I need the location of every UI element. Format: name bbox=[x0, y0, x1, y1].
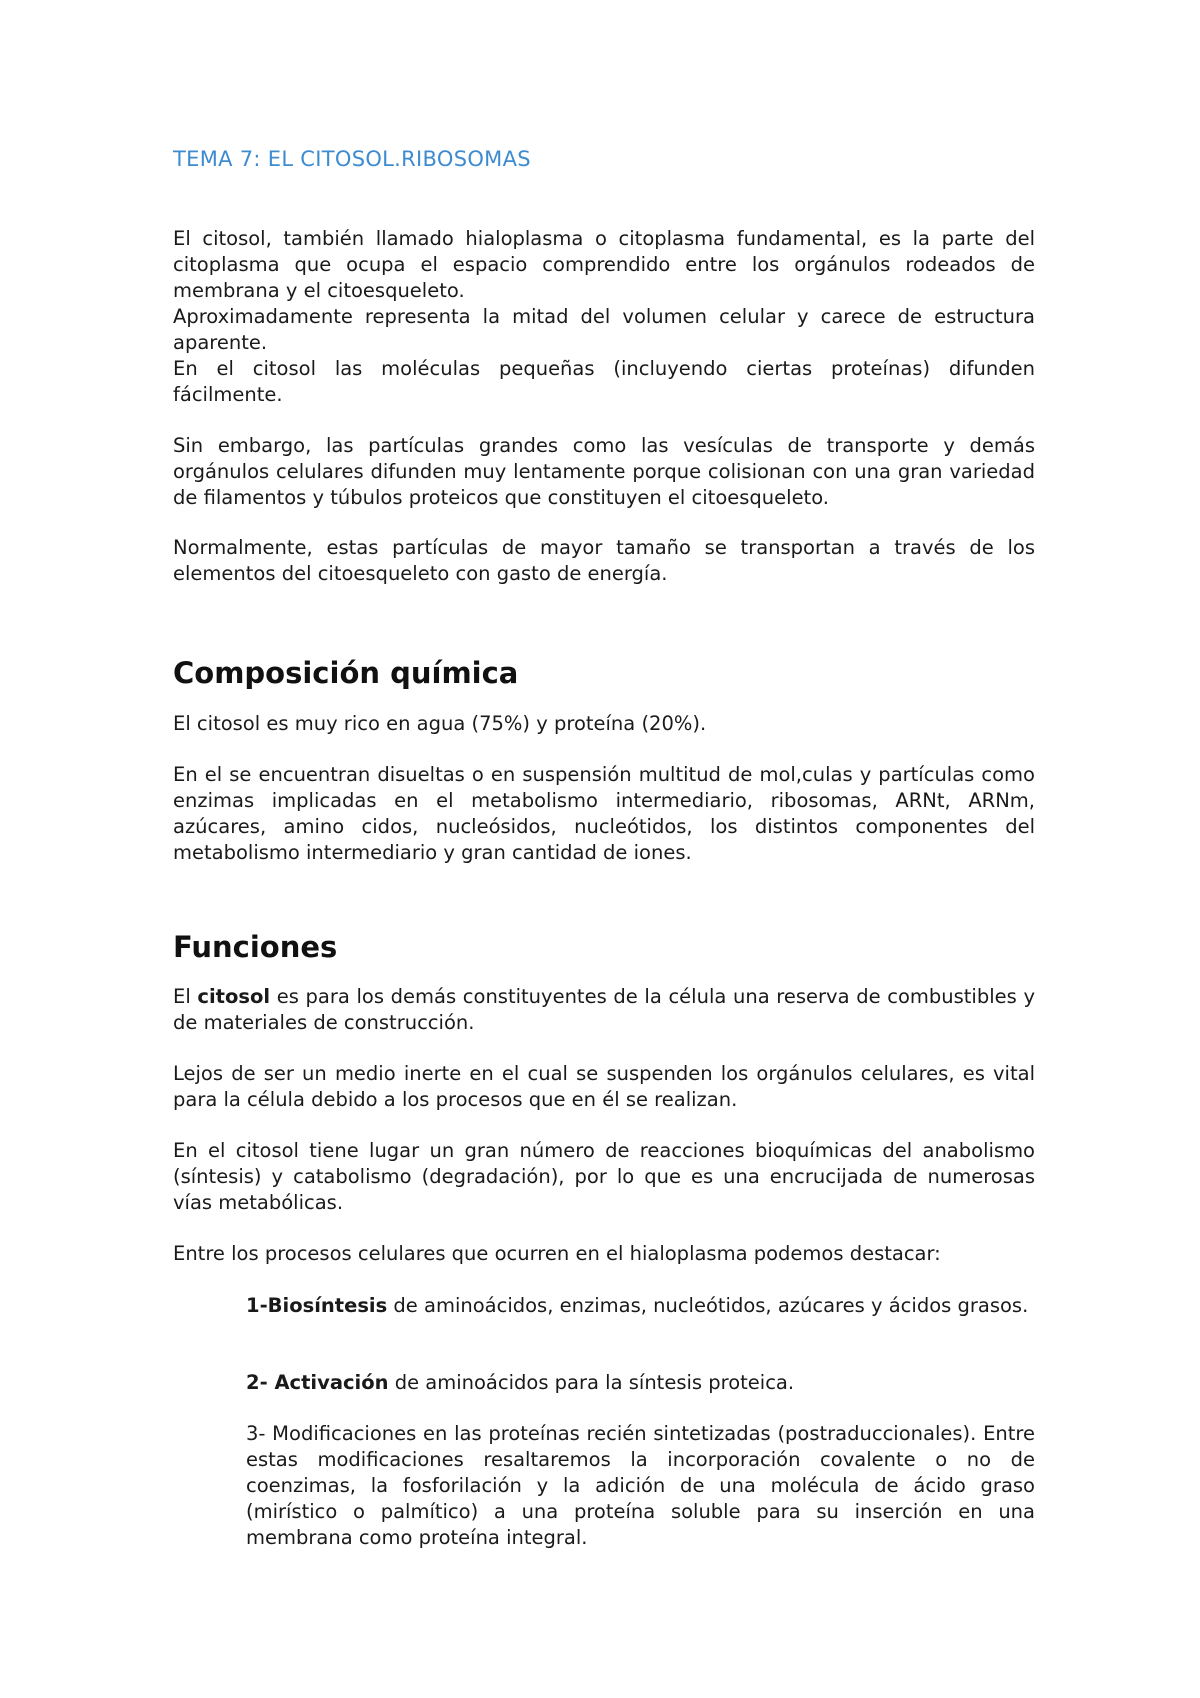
intro-paragraph-2 bbox=[173, 433, 1035, 511]
citosol-emphasis: citosol bbox=[197, 985, 271, 1008]
document-title: TEMA 7: EL CITOSOL.RIBOSOMAS bbox=[173, 147, 531, 171]
funciones-text-2: Lejos de ser un medio inerte en el cual se suspenden los orgánulos celulares, es vital para la célula debido a los procesos que en él se realizan. bbox=[173, 1062, 1035, 1111]
intro-text-1a: El citosol, también llamado hialoplasma o citoplasma fundamental, es la parte del citoplasma que ocupa el espacio comprendido entre los orgánulos rodeados de membrana y el citoesqueleto. bbox=[173, 227, 1035, 302]
list-item-biosintesis: 1-Biosíntesis de aminoácidos, enzimas, nucleótidos, azúcares y ácidos grasos. bbox=[246, 1294, 1029, 1317]
composicion-paragraph-2 bbox=[173, 762, 1035, 866]
list-item-activacion: 2- Activación de aminoácidos para la síntesis proteica. bbox=[246, 1371, 795, 1394]
funciones-text-1: El citosol es para los demás constituyentes de la célula una reserva de combustibles y de materiales de construcción. bbox=[173, 985, 1036, 1034]
intro-text-1b: Aproximadamente representa la mitad del volumen celular y carece de estructura aparente. bbox=[173, 305, 1035, 354]
funciones-paragraph-3 bbox=[173, 1138, 1035, 1216]
composicion-text-1: El citosol es muy rico en agua (75%) y proteína (20%). bbox=[173, 712, 707, 735]
intro-text-2: Sin embargo, las partículas grandes como las vesículas de transporte y demás orgánulos celulares difunden muy lentamente porque colisionan con una gran variedad de filamentos y túbulos proteicos que constituyen el citoesqueleto. bbox=[173, 434, 1035, 509]
funciones-paragraph-4 bbox=[173, 1241, 1035, 1267]
intro-paragraph-3 bbox=[173, 535, 1035, 587]
intro-text-3: Normalmente, estas partículas de mayor tamaño se transportan a través de los elementos del citoesqueleto con gasto de energía. bbox=[173, 536, 1035, 585]
intro-text-1c: En el citosol las moléculas pequeñas (incluyendo ciertas proteínas) difunden fácilmente. bbox=[173, 357, 1035, 406]
section-heading-composicion: Composición química bbox=[173, 656, 519, 690]
composicion-text-2: En el se encuentran disueltas o en suspensión multitud de mol,culas y partículas como enzimas implicadas en el metabolismo intermediario, ribosomas, ARNt, ARNm, azúcares, amino cidos, nucleósidos, nucleótidos, los distintos componentes del metabolismo intermediario y gran cantidad de iones. bbox=[173, 763, 1035, 864]
funciones-paragraph-2 bbox=[173, 1061, 1035, 1113]
funciones-text-3: En el citosol tiene lugar un gran número de reacciones bioquímicas del anabolismo (síntesis) y catabolismo (degradación), por lo que es una encrucijada de numerosas vías metabólicas. bbox=[173, 1139, 1035, 1214]
composicion-paragraph-1 bbox=[173, 711, 1035, 737]
section-heading-funciones: Funciones bbox=[173, 930, 338, 964]
funciones-paragraph-1 bbox=[173, 984, 1035, 1036]
list-item-modificaciones: 3- Modificaciones en las proteínas recién sintetizadas (postraduccionales). Entre estas modificaciones resaltaremos la incorporación covalente o no de coenzimas, la fosforilación y la adición de una molécula de ácido graso (mirístico o palmítico) a una proteína soluble para su inserción en una membrana como proteína integral. bbox=[246, 1422, 1035, 1549]
funciones-text-4: Entre los procesos celulares que ocurren en el hialoplasma podemos destacar: bbox=[173, 1242, 941, 1265]
intro-paragraph-1 bbox=[173, 226, 1035, 408]
